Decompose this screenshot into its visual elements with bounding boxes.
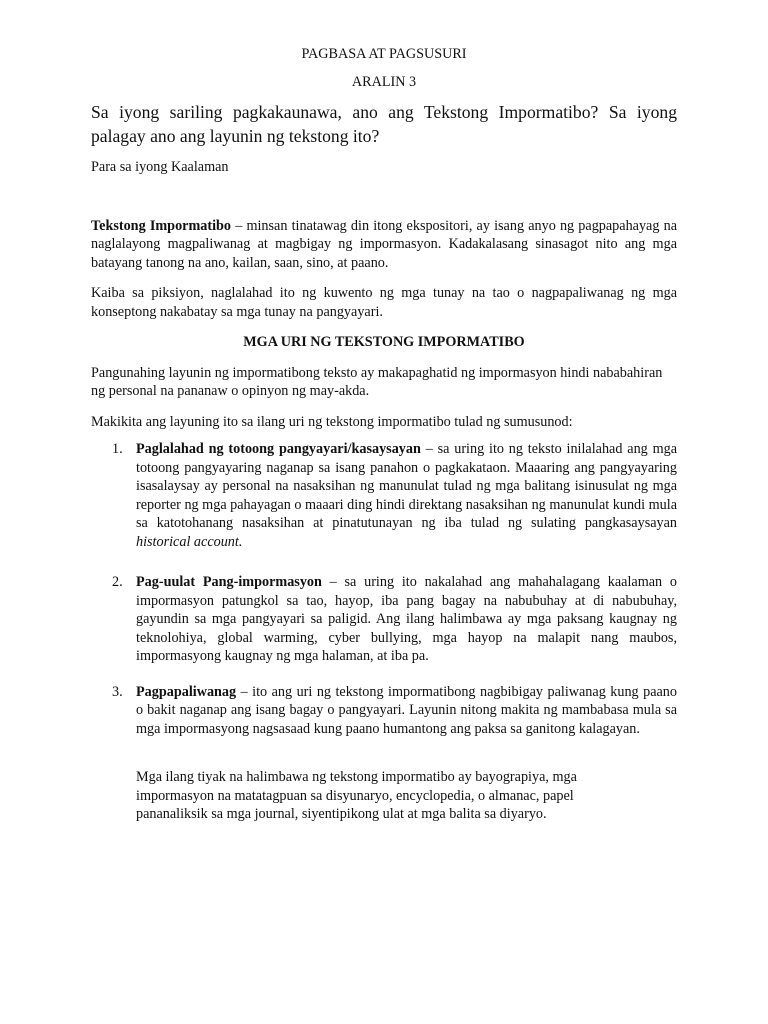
types-intro-paragraph: Makikita ang layuning ito sa ilang uri ng tekstong impormatibo tulad ng sumusunod: xyxy=(91,413,573,430)
list-item-text: – ito ang uri ng tekstong impormatibong nagbibigay paliwanag kung paano o bakit naganap ang isang bagay o pangyayari. Layunin nitong makita ng mambabasa mula sa mga impormasyong nagsasaad kung paano humantong ang paksa sa ganitong kalagayan. xyxy=(136,683,677,737)
types-list xyxy=(91,440,677,738)
list-item-term: Pagpapaliwanag xyxy=(136,683,237,700)
document-page xyxy=(91,44,677,824)
examples-paragraph: Mga ilang tiyak na halimbawa ng tekstong impormatibo ay bayograpiya, mga impormasyon na matatagpuan sa disyunaryo, encyclopedia, o almanac, papel pananaliksik sa mga journal, siyentipikong ulat at mga balita sa diyaryo. xyxy=(136,769,577,822)
fiction-contrast-paragraph: Kaiba sa piksiyon, naglalahad ito ng kuwento ng mga tunay na tao o nagpapaliwanag ng mga konseptong nakabatay sa mga tunay na pangyayari. xyxy=(91,285,677,320)
definition-paragraph xyxy=(91,217,677,273)
list-item-text: – sa uring ito ng teksto inilalahad ang mga totoong pangyayaring naganap sa isang panahon o pagkakataon. Maaaring ang pangyayaring isasalaysay ay personal na nasaksihan ng manunulat tulad ng mga balitang isinusulat ng mga reporter ng mga pahayagan o maaari ding hindi direktang nasaksihan ng manunulat kundi mula sa katotohanang nasaksihan at pinatutunayan ng iba tulad ng sulating pangkasaysayan xyxy=(136,441,677,531)
list-item xyxy=(91,683,677,739)
list-item-term: Paglalahad ng totoong pangyayari/kasaysayan xyxy=(136,441,421,457)
guide-question: Sa iyong sariling pagkakaunawa, ano ang Tekstong Impormatibo? Sa iyong palagay ano ang layunin ng tekstong ito? xyxy=(91,102,677,146)
definition-text: – minsan tinatawag din itong ekspositori, ay isang anyo ng pagpapahayag na naglalayong magpaliwanag at magbigay ng impormasyon. Kadakalasang sinasagot nito ang mga batayang tanong na ano, kailan, saan, sino, at paano. xyxy=(91,217,678,271)
definition-term: Tekstong Impormatibo xyxy=(91,217,232,234)
lesson-title: ARALIN 3 xyxy=(351,74,417,90)
list-item-italic: historical account. xyxy=(136,533,243,550)
list-item-term: Pag-uulat Pang-impormasyon xyxy=(136,574,322,590)
list-item xyxy=(91,440,677,551)
list-item-text: – sa uring ito nakalahad ang mahahalagang kaalaman o impormasyon patungkol sa tao, hayop, iba pang bagay na nabubuhay at di nabubuhay, gayundin sa mga pangyayari sa paligid. Ang ilang halimbawa ay mga paksang kaugnay ng teknolohiya, global warming, cyber bullying, mga hayop na malapit nang maubos, impormasyong kaugnay ng mga halaman, at iba pa. xyxy=(136,574,677,664)
subject-title: PAGBASA AT PAGSUSURI xyxy=(301,46,467,62)
list-item-number: 2. xyxy=(112,574,123,590)
section-title: MGA URI NG TEKSTONG IMPORMATIBO xyxy=(243,334,525,350)
list-item-number: 1. xyxy=(112,441,123,457)
list-item-number: 3. xyxy=(112,683,123,700)
main-purpose-paragraph: Pangunahing layunin ng impormatibong teksto ay makapaghatid ng impormasyon hindi nababahiran ng personal na pananaw o opinyon ng may-akda. xyxy=(91,364,663,399)
list-item xyxy=(91,573,677,666)
for-knowledge-label: Para sa iyong Kaalaman xyxy=(91,159,229,175)
